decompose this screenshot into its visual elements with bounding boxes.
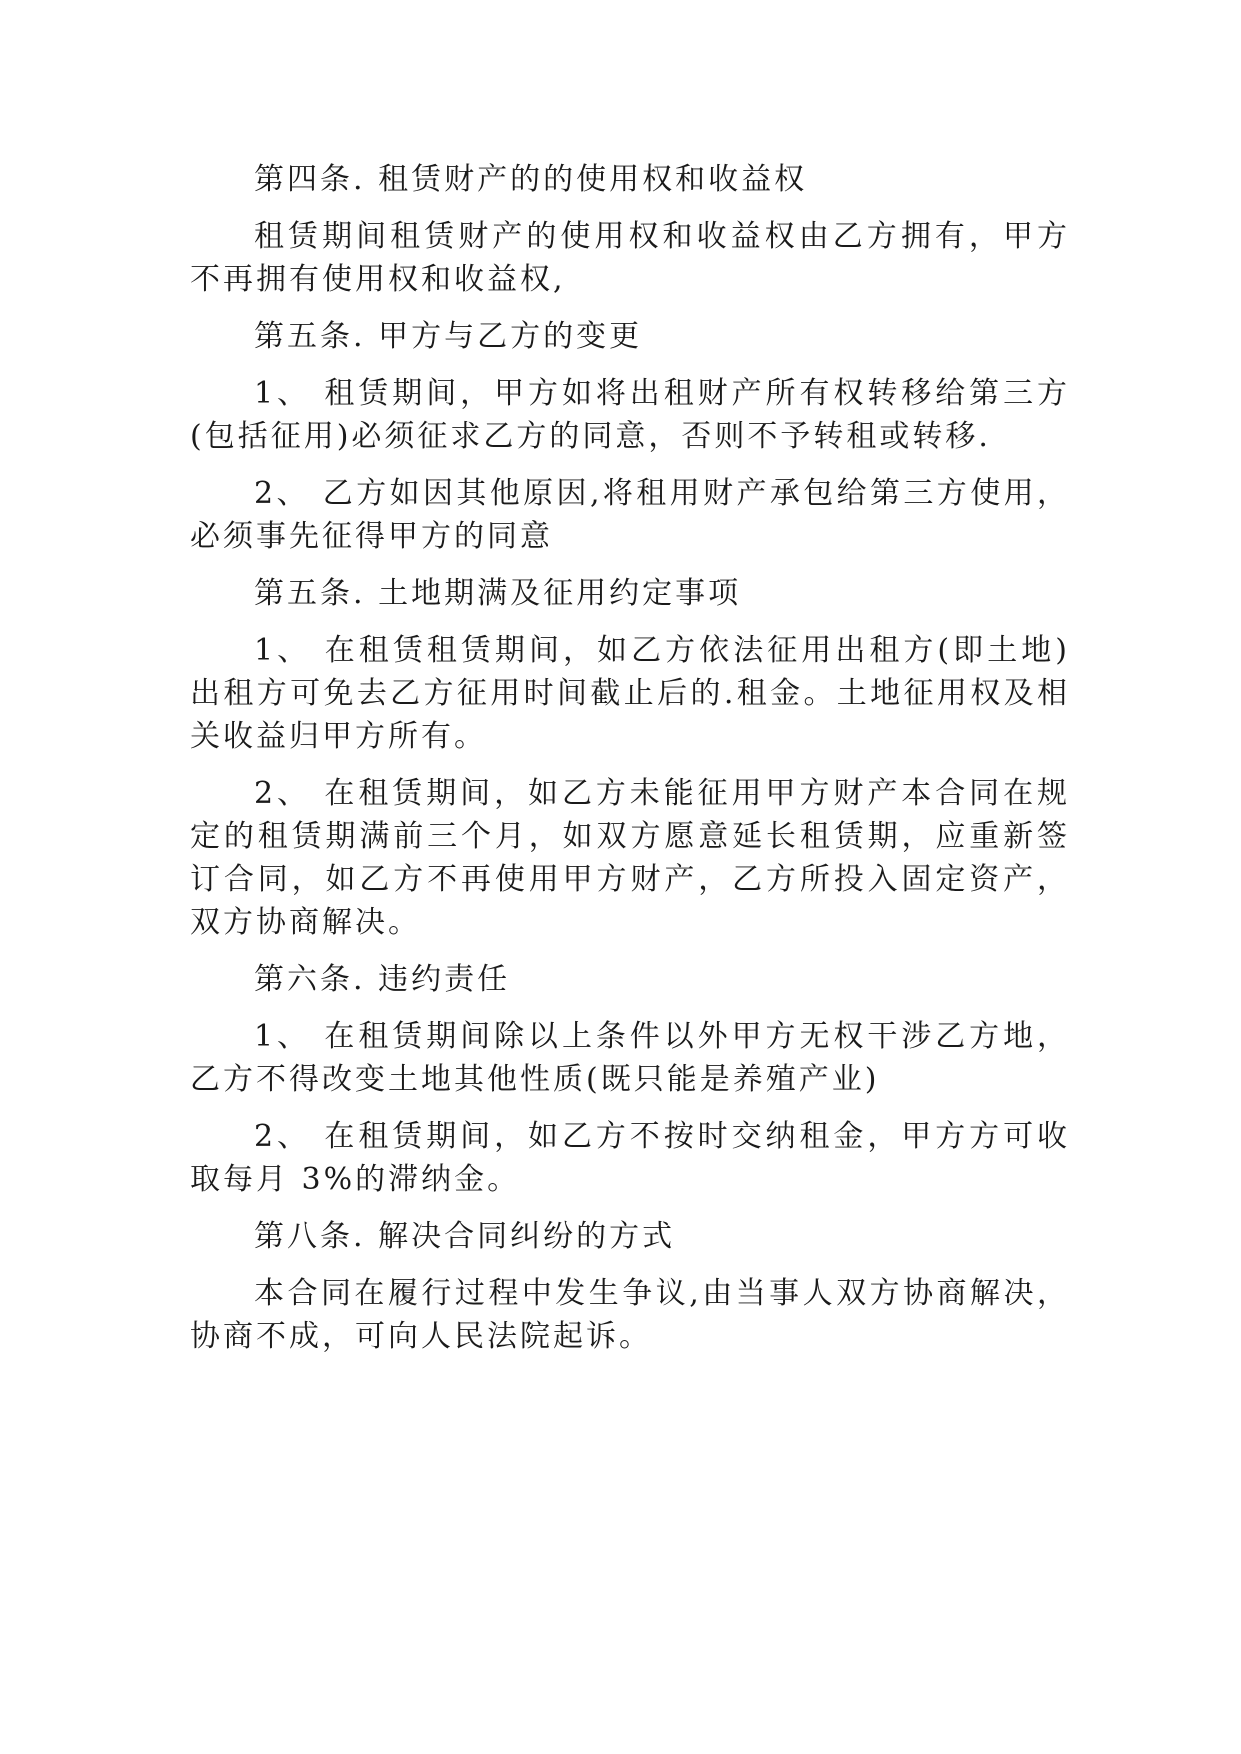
article-5b-item-2: 2、 在租赁期间，如乙方未能征用甲方财产本合同在规定的租赁期满前三个月，如双方愿意延长租赁期，应重新签订合同，如乙方不再使用甲方财产，乙方所投入固定资产，双方协商解决。 bbox=[190, 776, 1070, 940]
article-5-item-2: 2、 乙方如因其他原因,将租用财产承包给第三方使用，必须事先征得甲方的同意 bbox=[190, 476, 1070, 554]
article-5b-heading: 第五条. 土地期满及征用约定事项 bbox=[254, 576, 742, 611]
article-6-heading: 第六条. 违约责任 bbox=[254, 962, 511, 997]
article-4-text: 租赁期间租赁财产的使用权和收益权由乙方拥有，甲方不再拥有使用权和收益权, bbox=[190, 219, 1070, 297]
article-5-heading: 第五条. 甲方与乙方的变更 bbox=[254, 319, 643, 354]
document-body bbox=[190, 158, 1070, 1372]
article-5b-item-1: 1、 在租赁租赁期间，如乙方依法征用出租方(即土地)出租方可免去乙方征用时间截止后的.租金。土地征用权及相关收益归甲方所有。 bbox=[190, 633, 1070, 754]
article-8-text: 本合同在履行过程中发生争议,由当事人双方协商解决，协商不成，可向人民法院起诉。 bbox=[190, 1276, 1070, 1354]
article-6-item-1: 1、 在租赁期间除以上条件以外甲方无权干涉乙方地，乙方不得改变土地其他性质(既只能是养殖产业) bbox=[190, 1019, 1070, 1097]
article-6-item-2: 2、 在租赁期间，如乙方不按时交纳租金，甲方方可收取每月 3%的滞纳金。 bbox=[190, 1119, 1070, 1197]
article-5-item-1: 1、 租赁期间，甲方如将出租财产所有权转移给第三方(包括征用)必须征求乙方的同意，否则不予转租或转移. bbox=[190, 376, 1070, 454]
article-4-heading: 第四条. 租赁财产的的使用权和收益权 bbox=[254, 162, 808, 197]
article-8-heading: 第八条. 解决合同纠纷的方式 bbox=[254, 1219, 676, 1254]
